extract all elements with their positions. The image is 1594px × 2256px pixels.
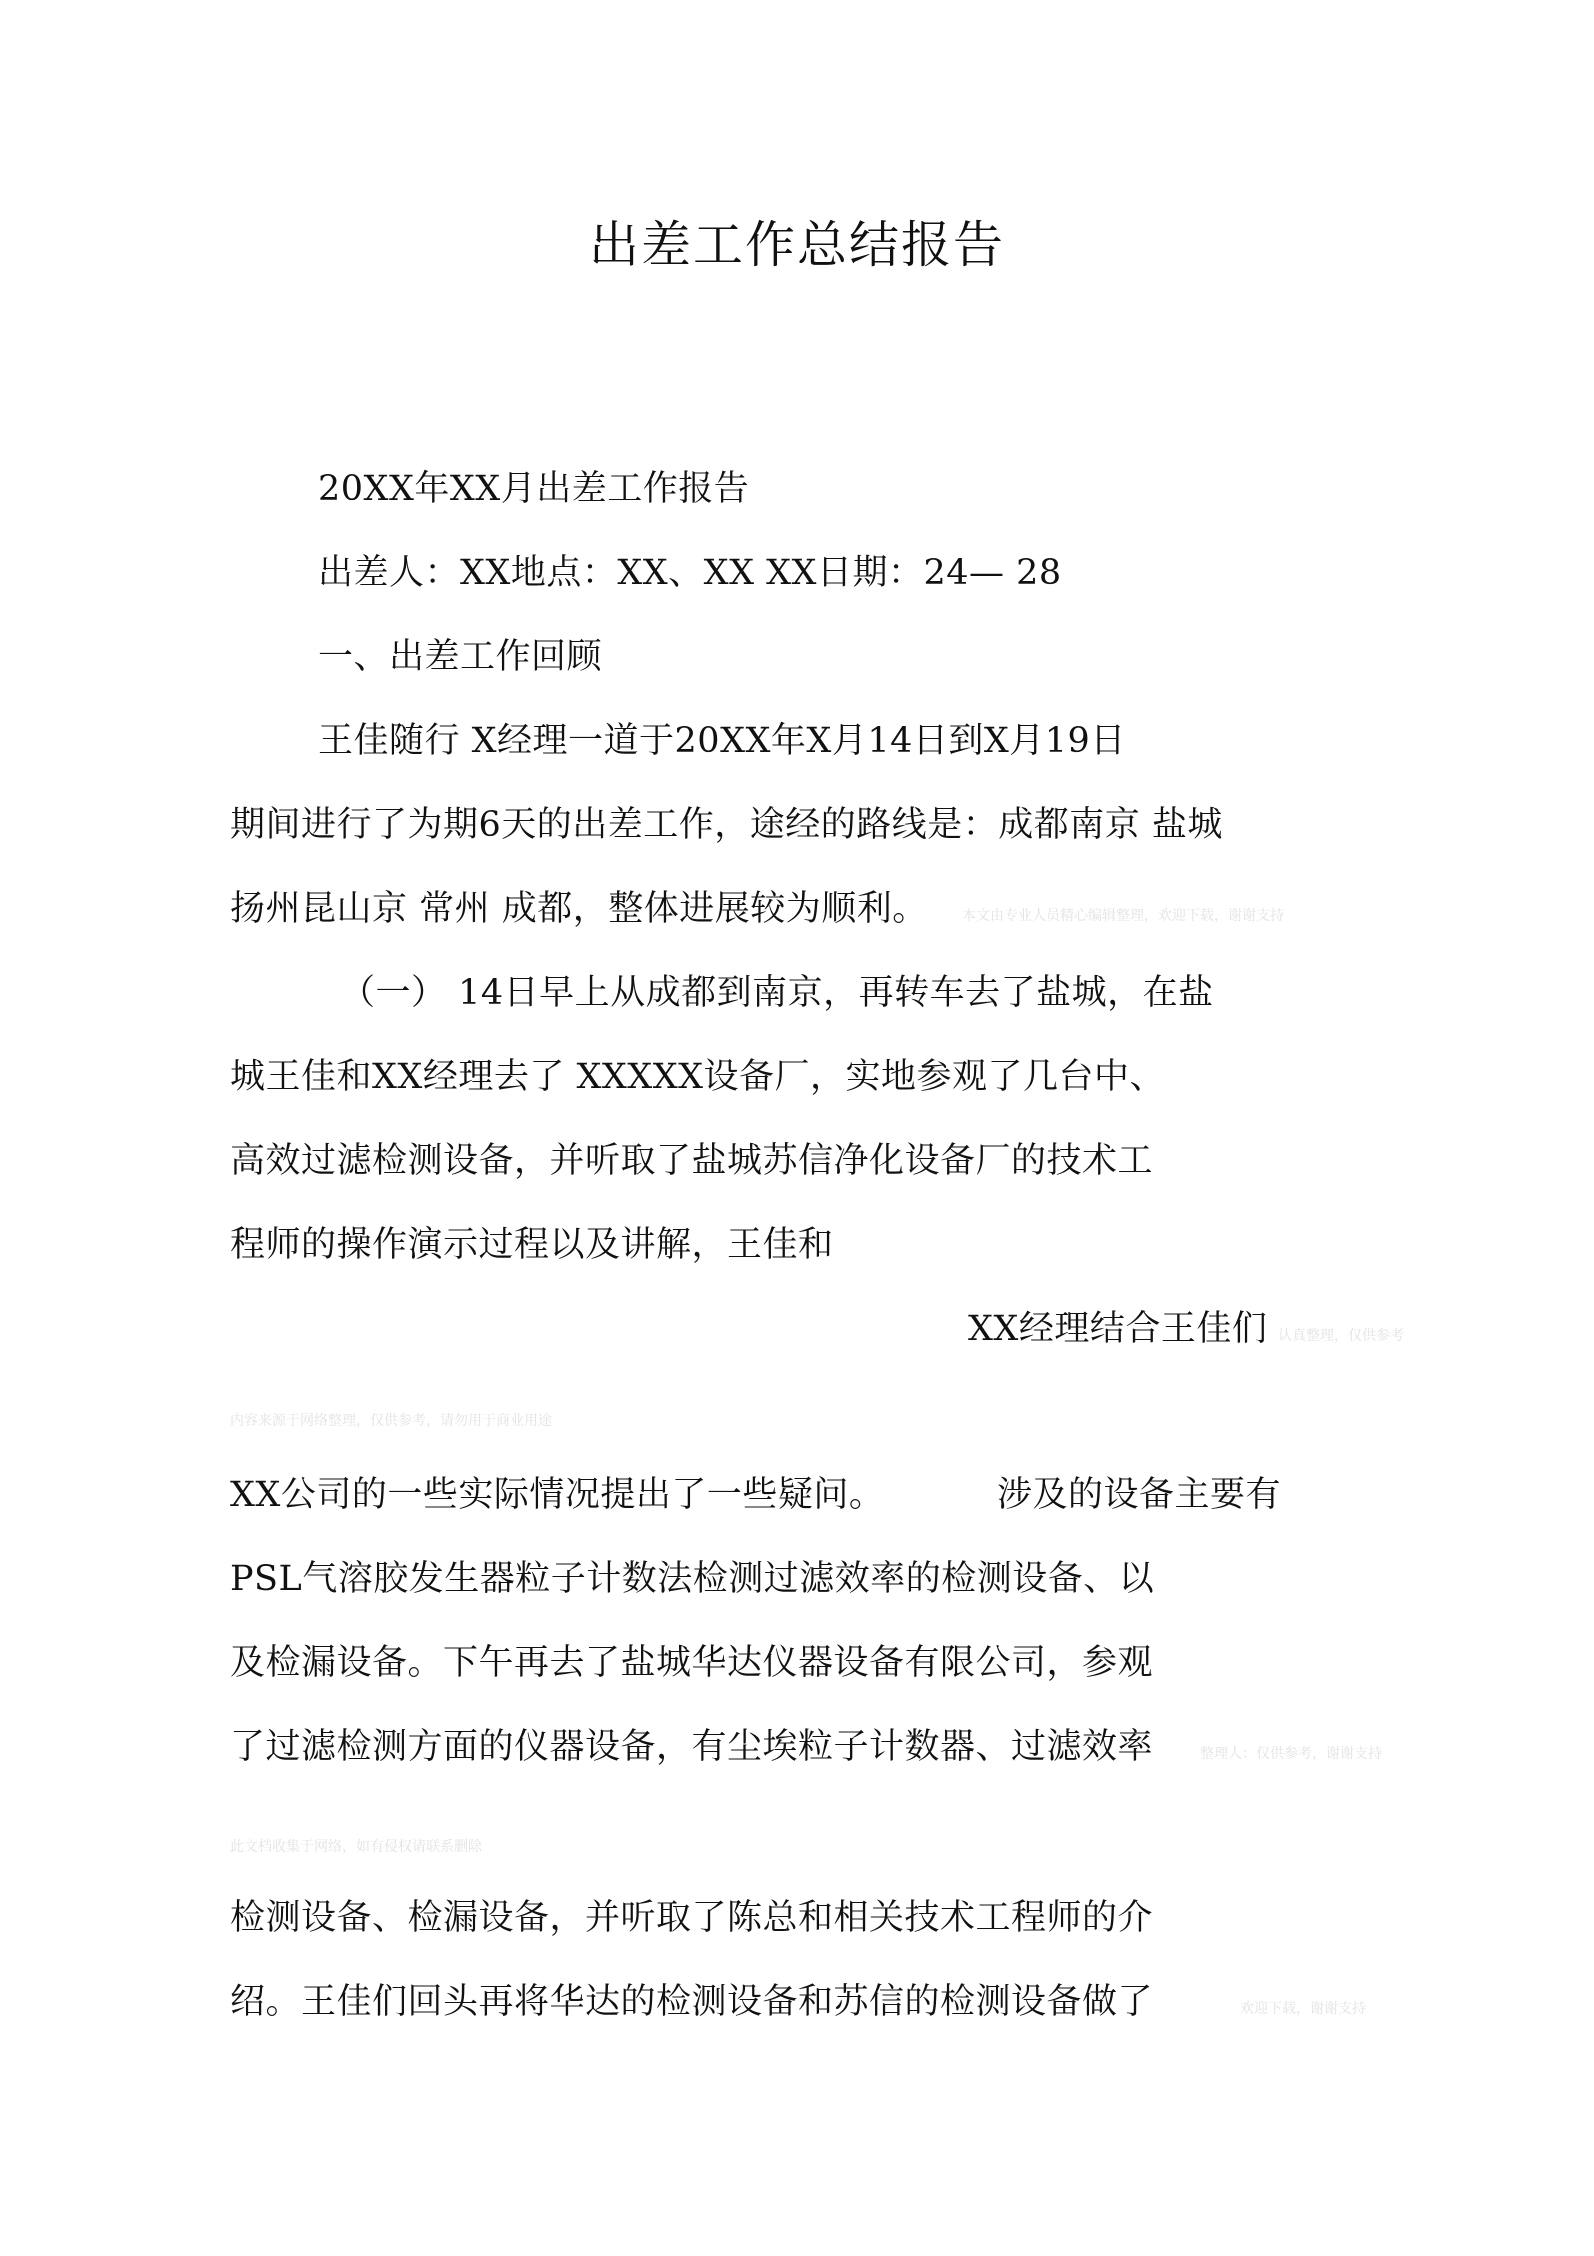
paragraph-line: 高效过滤检测设备，并听取了盐城苏信净化设备厂的技术工 [230,1141,1154,1181]
traveler-info-line: 出差人：XX地点：XX、XX XX日期：24— 28 [318,553,1062,593]
faint-note: 认真整理，仅供参考 [1278,1328,1404,1344]
paragraph-line: 及检漏设备。下午再去了盐城华达仪器设备有限公司，参观 [230,1643,1154,1683]
paragraph-line: 了过滤检测方面的仪器设备，有尘埃粒子计数器、过滤效率 [230,1727,1154,1767]
paragraph-line: 绍。王佳们回头再将华达的检测设备和苏信的检测设备做了 [230,1982,1154,2022]
paragraph-line: 涉及的设备主要有 [997,1475,1282,1515]
faint-note: 内容来源于网络整理，仅供参考，请勿用于商业用途 [230,1413,552,1429]
paragraph-line: 程师的操作演示过程以及讲解，王佳和 [230,1225,834,1265]
document-title: 出差工作总结报告 [589,216,1005,274]
report-heading-line: 20XX年XX月出差工作报告 [318,469,750,509]
faint-note: 整理人：仅供参考，谢谢支持 [1200,1746,1382,1762]
section-heading-review: 一、出差工作回顾 [318,637,603,677]
faint-note: 此文档收集于网络，如有侵权请联系删除 [230,1839,482,1855]
paragraph-line: XX经理结合王佳们 [968,1309,1268,1349]
paragraph-line: 王佳随行 X经理一道于20XX年X月14日到X月19日 [318,721,1126,761]
paragraph-line: PSL气溶胶发生器粒子计数法检测过滤效率的检测设备、以 [230,1559,1155,1599]
paragraph-line: XX公司的一些实际情况提出了一些疑问。 [230,1475,885,1515]
paragraph-line: 期间进行了为期6天的出差工作，途经的路线是：成都南京 盐城 [230,805,1223,845]
paragraph-line: 城王佳和XX经理去了 XXXXX设备厂，实地参观了几台中、 [230,1057,1166,1097]
faint-note: 欢迎下载，谢谢支持 [1240,2001,1366,2017]
faint-note: 本文由专业人员精心编辑整理，欢迎下载，谢谢支持 [962,908,1284,924]
paragraph-line: 检测设备、检漏设备，并听取了陈总和相关技术工程师的介 [230,1898,1154,1938]
paragraph-line: （一） 14日早上从成都到南京，再转车去了盐城，在盐 [340,973,1214,1013]
paragraph-line: 扬州昆山京 常州 成都，整体进展较为顺利。 [230,889,928,929]
